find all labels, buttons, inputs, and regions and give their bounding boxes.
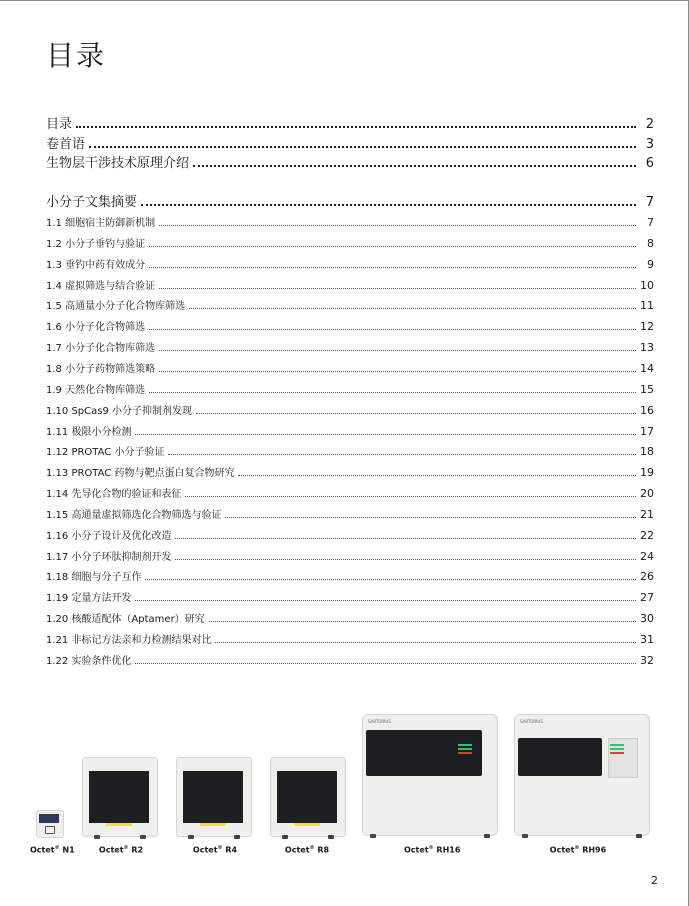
toc-sub-entry[interactable] (46, 277, 654, 292)
toc-sub-entry[interactable] (46, 381, 654, 396)
toc-sub-entry-page: 11 (640, 299, 654, 313)
toc-sub-entry-page: 24 (640, 549, 654, 563)
instrument-octet-r2-image (82, 757, 158, 839)
toc-entry-page: 6 (645, 156, 654, 171)
toc-sub-entry-page: 19 (640, 466, 654, 480)
toc-sub-entry-label: 1.17 小分子环肽抑制剂开发 (46, 551, 172, 563)
toc-sub-entry-label: 1.15 高通量虚拟筛选化合物筛选与验证 (46, 509, 222, 521)
toc-sub-entry[interactable] (46, 548, 654, 563)
toc-sub-entry-page: 18 (640, 445, 654, 459)
toc-sub-entry[interactable] (46, 527, 654, 542)
toc-section-small-molecule[interactable] (46, 191, 654, 210)
toc-sub-entry-page: 8 (647, 236, 654, 250)
toc-sub-entry[interactable] (46, 423, 654, 438)
toc-sub-entry[interactable] (46, 235, 654, 250)
toc-sub-entry-page: 9 (647, 257, 654, 271)
toc-leader-dots (141, 204, 636, 206)
instrument-label-r8: Octet® R8 (284, 845, 330, 855)
toc-leader-dots (189, 308, 636, 309)
toc-sub-entry[interactable] (46, 464, 654, 479)
toc-sub-entry-page: 7 (647, 216, 654, 229)
toc-leader-dots (238, 475, 636, 476)
toc-sub-entry-label: 1.11 极限小分检测 (46, 426, 132, 438)
toc-leader-dots (76, 126, 636, 128)
toc-sub-entry-page: 15 (640, 382, 654, 396)
toc-leader-dots (185, 496, 636, 497)
toc-entry-contents[interactable] (46, 113, 654, 132)
toc-sub-entry-label: 1.4 虚拟筛选与结合验证 (46, 280, 156, 292)
toc-entry-preface[interactable] (46, 133, 654, 152)
toc-sub-entry[interactable] (46, 339, 654, 354)
toc-sub-entry-label: 1.7 小分子化合物库筛选 (46, 343, 156, 355)
toc-sub-entry-label: 1.20 核酸适配体（Aptamer）研究 (46, 614, 205, 626)
toc-sub-entry-label: 1.9 天然化合物库筛选 (46, 384, 146, 396)
toc-sub-entry[interactable] (46, 610, 654, 625)
toc-entry-label: 目录 (46, 117, 73, 132)
toc-entry-label: 卷首语 (46, 137, 86, 152)
toc-sub-entry-label: 1.14 先导化合物的验证和表征 (46, 489, 182, 501)
brand-logo-text: SARTORIUS (520, 719, 543, 724)
toc-leader-dots (159, 225, 636, 226)
toc-entry-bli-intro[interactable] (46, 152, 654, 171)
toc-sub-entry-label: 1.2 小分子垂钓与验证 (46, 238, 146, 250)
toc-sub-entry-page: 17 (640, 424, 654, 438)
toc-sub-entry-label: 1.3 垂钓中药有效成分 (46, 259, 146, 271)
toc-sub-entry-page: 21 (640, 507, 654, 521)
toc-sub-entry-page: 16 (640, 403, 654, 417)
toc-leader-dots (225, 517, 636, 518)
toc-leader-dots (196, 413, 636, 414)
toc-sub-entry[interactable] (46, 589, 654, 604)
toc-sub-entry-label: 1.10 SpCas9 小分子抑制剂发现 (46, 405, 193, 417)
toc-sub-entry-label: 1.6 小分子化合物筛选 (46, 322, 146, 334)
toc-leader-dots (135, 663, 636, 664)
toc-sub-entry-page: 26 (640, 570, 654, 584)
brand-logo-text: SARTORIUS (368, 719, 391, 724)
toc-leader-dots (149, 267, 636, 268)
page-number: 2 (651, 874, 658, 887)
instrument-label-r2: Octet® R2 (98, 845, 144, 855)
toc-entry-page: 3 (645, 137, 654, 152)
instrument-label-rh96: Octet® RH96 (549, 845, 607, 855)
instrument-octet-n1-image (36, 810, 64, 838)
page-title: 目录 (46, 39, 107, 72)
toc-sub-entry[interactable] (46, 485, 654, 500)
toc-sub-entry-label: 1.16 小分子设计及优化改造 (46, 530, 172, 542)
toc-leader-dots (209, 621, 636, 622)
toc-sub-entry-label: 1.22 实验条件优化 (46, 655, 132, 667)
toc-leader-dots (215, 642, 636, 643)
toc-sub-entry[interactable] (46, 360, 654, 375)
toc-sub-entry-page: 22 (640, 528, 654, 542)
toc-sub-entry[interactable] (46, 506, 654, 521)
toc-sub-entry-page: 12 (640, 320, 654, 334)
instrument-label-r4: Octet® R4 (192, 845, 238, 855)
toc-sub-entry[interactable] (46, 631, 654, 646)
toc-sub-entry-page: 13 (640, 341, 654, 355)
toc-sub-entry[interactable] (46, 402, 654, 417)
toc-leader-dots (145, 579, 636, 580)
toc-sub-entry-page: 30 (640, 612, 654, 626)
toc-sub-entry-page: 14 (640, 361, 654, 375)
toc-sub-entry-page: 20 (640, 487, 654, 501)
toc-section-label: 小分子文集摘要 (46, 195, 138, 210)
toc-leader-dots (168, 454, 636, 455)
toc-sub-entry-label: 1.12 PROTAC 小分子验证 (46, 447, 165, 459)
toc-leader-dots (159, 371, 636, 372)
toc-sub-entry[interactable] (46, 297, 654, 312)
toc-leader-dots (135, 434, 636, 435)
toc-sub-entry-label: 1.8 小分子药物筛选策略 (46, 363, 156, 375)
toc-sub-entry-page: 27 (640, 591, 654, 605)
toc-sub-entry-label: 1.18 细胞与分子互作 (46, 572, 142, 584)
toc-sub-entry-label: 1.21 非标记方法亲和力检测结果对比 (46, 635, 212, 646)
toc-sub-entry[interactable] (46, 214, 654, 229)
toc-sub-entry[interactable] (46, 318, 654, 333)
toc-sub-entry-page: 32 (640, 653, 654, 667)
instrument-label-rh16: Octet® RH16 (404, 845, 461, 855)
toc-sub-entry[interactable] (46, 443, 654, 458)
instrument-octet-rh16-image (362, 714, 498, 840)
toc-leader-dots (193, 165, 636, 167)
toc-sub-entry-page: 10 (640, 278, 654, 292)
toc-leader-dots (159, 288, 636, 289)
instrument-octet-r4-image (176, 757, 252, 839)
instrument-octet-r8-image (270, 757, 346, 839)
toc-leader-dots (135, 600, 636, 601)
toc-sub-entry-label: 1.1 细胞宿主防御新机制 (46, 218, 156, 229)
toc-sub-entry[interactable] (46, 256, 654, 271)
toc-entry-page: 2 (645, 117, 654, 132)
toc-section-page: 7 (645, 195, 654, 210)
toc-leader-dots (159, 350, 636, 351)
toc-sub-entry-label: 1.13 PROTAC 药物与靶点蛋白复合物研究 (46, 468, 235, 480)
instrument-label-n1: Octet® N1 (30, 845, 75, 855)
page-top-border (0, 0, 689, 1)
toc-leader-dots (149, 392, 636, 393)
toc-entry-label: 生物层干涉技术原理介绍 (46, 156, 190, 171)
toc-sub-entry-page: 31 (640, 633, 654, 646)
toc-sub-entry-label: 1.5 高通量小分子化合物库筛选 (46, 301, 186, 313)
toc-leader-dots (89, 146, 636, 148)
toc-sub-entry[interactable] (46, 652, 654, 667)
toc-leader-dots (149, 329, 636, 330)
toc-sub-entry[interactable] (46, 568, 654, 583)
toc-leader-dots (175, 559, 636, 560)
toc-sub-entry-label: 1.19 定量方法开发 (46, 593, 132, 605)
toc-leader-dots (175, 538, 636, 539)
instrument-octet-rh96-image (514, 714, 650, 840)
toc-leader-dots (149, 246, 636, 247)
